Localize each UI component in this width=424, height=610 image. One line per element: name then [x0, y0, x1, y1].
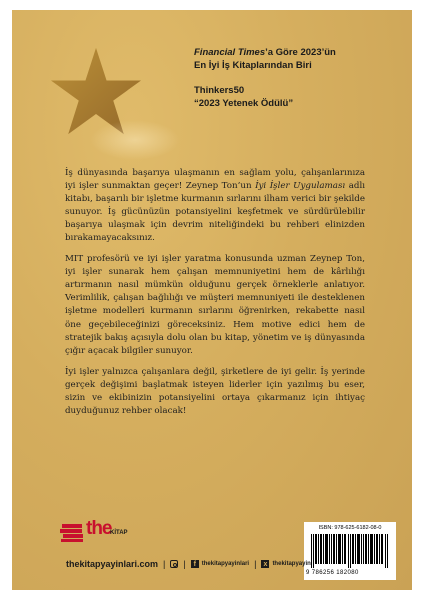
- separator: |: [254, 559, 257, 569]
- isbn-label: ISBN: 978-625-6182-08-0: [318, 525, 382, 531]
- award-line-4: “2023 Yetenek Ödülü”: [194, 97, 294, 109]
- award-source: Financial Times: [194, 47, 266, 58]
- publisher-logo: [60, 518, 140, 544]
- blurb-text: adlı kitabı, başarılı bir işletme kurmanın sırlarını ilham verici bir şekilde sunuyor. İş gücünüzün potansiyelini keşfetmek ve sürdürülebilir başarıya ulaşmak için devrim niteliğindeki bu rehberi elinizden bırakamayacaksınız.: [65, 181, 365, 244]
- logo-the: the: [86, 518, 112, 539]
- book-back-cover: [12, 10, 412, 590]
- blurb-text: İş dünyasında başarıya ulaşmanın en sağlam yolu, çalışanlarınıza iyi işler sunmaktan geçer! Zeynep Ton’un: [65, 168, 365, 192]
- facebook-handle[interactable]: thekitapyayinlari: [201, 561, 250, 567]
- award-line-1: [194, 46, 394, 59]
- blurb-paragraph-1: [65, 167, 365, 245]
- star-glow: [90, 120, 180, 160]
- blurb: [65, 167, 365, 426]
- separator: |: [183, 559, 186, 569]
- award-line-2: En İyi İş Kitaplarından Biri: [194, 60, 312, 72]
- barcode: [311, 534, 389, 568]
- isbn-digits: 9 786256 182080: [306, 570, 359, 576]
- publisher-footer: [66, 558, 311, 570]
- logo-kitap: KİTAP: [110, 530, 128, 536]
- website-link[interactable]: thekitapyayinlari.com: [66, 559, 159, 569]
- x-icon: x: [261, 560, 269, 568]
- isbn-barcode-box: [304, 522, 396, 580]
- separator: |: [163, 559, 166, 569]
- award-block: [194, 46, 394, 110]
- award-line-1-rest: ’a Göre 2023’ün: [265, 47, 336, 58]
- facebook-icon: f: [191, 560, 199, 568]
- blurb-paragraph-3: İyi işler yalnızca çalışanlara değil, şirketlere de iyi gelir. İş yerinde gerçek değişimi başlatmak isteyen liderler için yazılmış bu eser, sizin ve ekibinizin potansiyelini ortaya çıkarmanız için ihtiyaç duyduğunuz rehber olacak!: [65, 366, 365, 416]
- blurb-paragraph-2: MIT profesörü ve iyi işler yaratma konusunda uzman Zeynep Ton, iyi işler sunarak hem çalışan memnuniyetini hem de kârlılığı artırmanın nasıl mümkün olduğunu gerçek örneklerle anlatıyor. Verimlilik, çalışan bağlılığı ve müşteri memnuniyeti ile desteklenen işletme modelleri kurmanın sırlarını öğrenirken, rekabette nasıl öne geçebileceğinizi göreceksiniz. Hem motive edici hem de stratejik bakış açısıyla dolu olan bu kitap, yönetim ve iş dünyasında çığır açacak bilgiler sunuyor.: [65, 254, 365, 356]
- instagram-icon: [170, 560, 178, 568]
- book-stack-icon: [60, 522, 86, 542]
- social-handle[interactable]: thekitapyayin: [272, 561, 311, 567]
- book-title: İyi İşler Uygulaması: [255, 181, 346, 192]
- award-line-3: Thinkers50: [194, 84, 245, 96]
